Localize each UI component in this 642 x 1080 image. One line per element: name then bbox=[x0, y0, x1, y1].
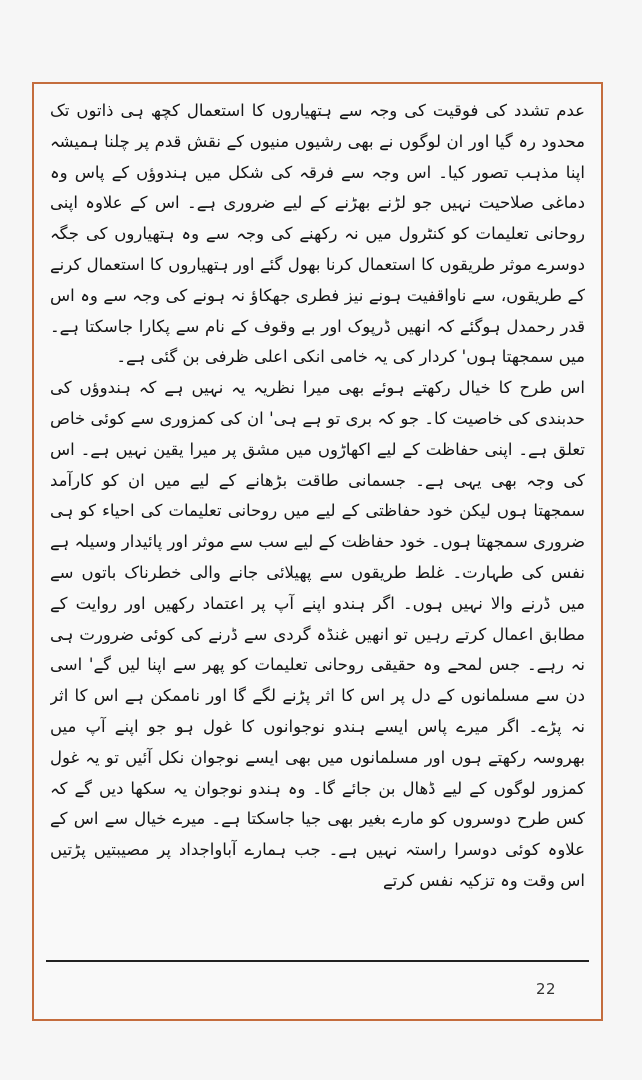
page-frame bbox=[32, 82, 603, 1021]
page-number: 22 bbox=[536, 980, 557, 998]
paragraph-2: اس طرح کا خیال رکھتے ہوئے بھی میرا نظریہ یہ نہیں ہے کہ ہندوؤں کی حدبندی کی خاصیت کا۔ جو کہ بری تو ہے ہی' ان کی کمزوری سے کوئی خاص تعلق ہے۔ اپنی حفاظت کے لیے اکھاڑوں میں مشق پر میرا یقین نہیں ہے۔ اس کی وجہ بھی یہی ہے۔ جسمانی طاقت بڑھانے کے لیے میں ان کو کارآمد سمجھتا ہوں لیکن خود حفاظتی کے لیے میں روحانی تعلیمات کی احیاء کو ہی ضروری سمجھتا ہوں۔ خود حفاظت کے لیے سب سے موثر اور پائیدار وسیلہ ہے نفس کی طہارت۔ غلط طریقوں سے پھیلائی جانے والی خطرناک باتوں سے میں ڈرنے والا نہیں ہوں۔ اگر ہندو اپنے آپ پر اعتماد رکھیں اور روایت کے مطابق اعمال کرتے رہیں تو انھیں غنڈہ گردی سے ڈرنے کی کوئی ضرورت ہی نہ رہے۔ جس لمحے وہ حقیقی روحانی تعلیمات کو پھر سے اپنا لیں گے' اسی دن سے مسلمانوں کے دل پر اس کا اثر پڑنے لگے گا اور ناممکن ہے اس کا اثر نہ پڑے۔ اگر میرے پاس ایسے ہندو نوجوانوں کا غول ہو جو اپنے آپ میں بھروسہ رکھتے ہوں اور مسلمانوں میں بھی ایسے نوجوان نکل آئیں تو یہ غول کمزور لوگوں کے لیے ڈھال بن جائے گا۔ وہ ہندو نوجوان یہ سکھا دیں گے کہ کس طرح دوسروں کو مارے بغیر بھی جیا جاسکتا ہے۔ میرے خیال سے اس کے علاوہ کوئی دوسرا راستہ نہیں ہے۔ جب ہمارے آباواجداد پر مصیبتیں پڑتیں اس وقت وہ تزکیہ نفس کرتے bbox=[50, 378, 585, 890]
paragraph-1: عدم تشدد کی فوقیت کی وجہ سے ہتھیاروں کا استعمال کچھ ہی ذاتوں تک محدود رہ گیا اور ان لوگوں نے بھی رشیوں منیوں کے نقش قدم پر چلنا ہمیشہ اپنا مذہب تصور کیا۔ اس وجہ سے فرقہ کی شکل میں ہندوؤں کے پاس وہ دماغی صلاحیت نہیں جو لڑنے بھڑنے کے لیے ضروری ہے۔ اس کے علاوہ اپنی روحانی تعلیمات کو کنٹرول میں نہ رکھنے کی وجہ سے وہ ہتھیاروں کی جگہ دوسرے موثر طریقوں کا استعمال کرنا بھول گئے اور ہتھیاروں کا استعمال کرنے کے طریقوں، سے ناواقفیت ہونے نیز فطری جھکاؤ نہ ہونے کی وجہ سے وہ اس قدر رحمدل ہوگئے کہ انھیں ڈرپوک اور بے وقوف کے نام سے پکارا جاسکتا ہے۔ میں سمجھتا ہوں' کردار کی یہ خامی انکی اعلی ظرفی بن گئی ہے۔ bbox=[50, 101, 585, 367]
page-body bbox=[50, 96, 585, 938]
footer-divider bbox=[46, 960, 589, 962]
